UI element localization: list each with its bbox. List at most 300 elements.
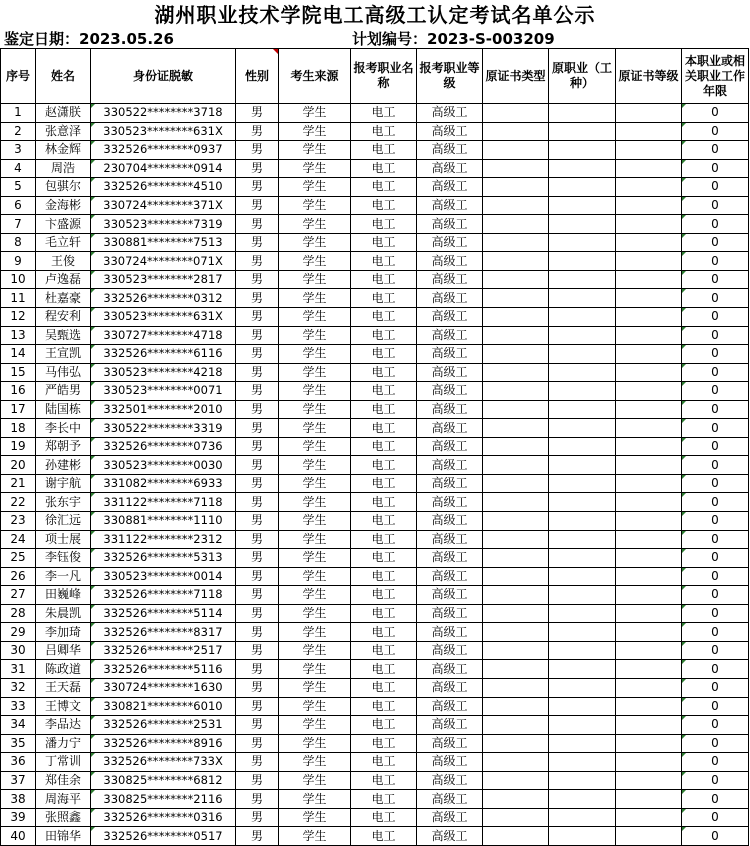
cell-id[interactable]: 332526********2531 <box>91 716 236 735</box>
cell-years[interactable]: 0 <box>682 252 749 271</box>
cell-orig-cert-level[interactable] <box>616 270 682 289</box>
cell-source[interactable]: 学生 <box>279 289 351 308</box>
cell-gender[interactable]: 男 <box>236 382 279 401</box>
cell-seq[interactable]: 18 <box>1 419 36 438</box>
cell-name[interactable]: 张意泽 <box>36 122 91 141</box>
cell-source[interactable]: 学生 <box>279 474 351 493</box>
cell-orig-cert-type[interactable] <box>483 382 549 401</box>
cell-orig-cert-level[interactable] <box>616 382 682 401</box>
cell-source[interactable]: 学生 <box>279 512 351 531</box>
cell-years[interactable]: 0 <box>682 270 749 289</box>
cell-seq[interactable]: 8 <box>1 233 36 252</box>
cell-orig-cert-type[interactable] <box>483 808 549 827</box>
cell-name[interactable]: 李加琦 <box>36 623 91 642</box>
cell-orig-cert-level[interactable] <box>616 512 682 531</box>
cell-job-name[interactable]: 电工 <box>351 697 417 716</box>
cell-orig-cert-type[interactable] <box>483 641 549 660</box>
cell-years[interactable]: 0 <box>682 474 749 493</box>
cell-gender[interactable]: 男 <box>236 215 279 234</box>
cell-id[interactable]: 330523********631X <box>91 308 236 327</box>
cell-job-level[interactable]: 高级工 <box>417 623 483 642</box>
cell-seq[interactable]: 40 <box>1 827 36 846</box>
cell-seq[interactable]: 15 <box>1 363 36 382</box>
cell-years[interactable]: 0 <box>682 122 749 141</box>
cell-orig-cert-level[interactable] <box>616 808 682 827</box>
cell-seq[interactable]: 34 <box>1 716 36 735</box>
cell-source[interactable]: 学生 <box>279 437 351 456</box>
cell-orig-cert-type[interactable] <box>483 512 549 531</box>
cell-years[interactable]: 0 <box>682 808 749 827</box>
cell-seq[interactable]: 32 <box>1 678 36 697</box>
cell-id[interactable]: 332526********7118 <box>91 586 236 605</box>
cell-orig-cert-type[interactable] <box>483 549 549 568</box>
cell-job-level[interactable]: 高级工 <box>417 345 483 364</box>
cell-years[interactable]: 0 <box>682 196 749 215</box>
header-orig-cert-type[interactable]: 原证书类型 <box>483 49 549 104</box>
cell-orig-cert-level[interactable] <box>616 345 682 364</box>
cell-orig-cert-level[interactable] <box>616 400 682 419</box>
cell-name[interactable]: 林金辉 <box>36 141 91 160</box>
cell-gender[interactable]: 男 <box>236 623 279 642</box>
cell-job-level[interactable]: 高级工 <box>417 530 483 549</box>
cell-name[interactable]: 严皓男 <box>36 382 91 401</box>
cell-orig-cert-type[interactable] <box>483 697 549 716</box>
cell-orig-cert-type[interactable] <box>483 623 549 642</box>
cell-orig-cert-level[interactable] <box>616 196 682 215</box>
cell-id[interactable]: 330523********0071 <box>91 382 236 401</box>
cell-job-name[interactable]: 电工 <box>351 493 417 512</box>
cell-name[interactable]: 周浩 <box>36 159 91 178</box>
cell-seq[interactable]: 13 <box>1 326 36 345</box>
cell-job-level[interactable]: 高级工 <box>417 604 483 623</box>
cell-job-name[interactable]: 电工 <box>351 753 417 772</box>
cell-seq[interactable]: 12 <box>1 308 36 327</box>
cell-years[interactable]: 0 <box>682 141 749 160</box>
cell-years[interactable]: 0 <box>682 308 749 327</box>
cell-id[interactable]: 330727********4718 <box>91 326 236 345</box>
cell-job-level[interactable]: 高级工 <box>417 567 483 586</box>
cell-orig-cert-level[interactable] <box>616 697 682 716</box>
cell-job-level[interactable]: 高级工 <box>417 382 483 401</box>
cell-source[interactable]: 学生 <box>279 252 351 271</box>
cell-seq[interactable]: 20 <box>1 456 36 475</box>
cell-orig-job[interactable] <box>549 734 616 753</box>
cell-job-level[interactable]: 高级工 <box>417 270 483 289</box>
cell-id[interactable]: 330522********3319 <box>91 419 236 438</box>
cell-job-name[interactable]: 电工 <box>351 400 417 419</box>
cell-source[interactable]: 学生 <box>279 697 351 716</box>
cell-seq[interactable]: 16 <box>1 382 36 401</box>
cell-job-level[interactable]: 高级工 <box>417 716 483 735</box>
cell-orig-cert-type[interactable] <box>483 753 549 772</box>
cell-gender[interactable]: 男 <box>236 289 279 308</box>
cell-source[interactable]: 学生 <box>279 456 351 475</box>
cell-id[interactable]: 230704********0914 <box>91 159 236 178</box>
cell-source[interactable]: 学生 <box>279 808 351 827</box>
cell-seq[interactable]: 23 <box>1 512 36 531</box>
cell-job-level[interactable]: 高级工 <box>417 734 483 753</box>
cell-name[interactable]: 孙建彬 <box>36 456 91 475</box>
cell-orig-cert-level[interactable] <box>616 753 682 772</box>
cell-name[interactable]: 卞盛源 <box>36 215 91 234</box>
cell-years[interactable]: 0 <box>682 289 749 308</box>
cell-orig-cert-type[interactable] <box>483 734 549 753</box>
cell-job-name[interactable]: 电工 <box>351 641 417 660</box>
cell-years[interactable]: 0 <box>682 716 749 735</box>
cell-id[interactable]: 330522********3718 <box>91 104 236 123</box>
cell-years[interactable]: 0 <box>682 215 749 234</box>
cell-seq[interactable]: 1 <box>1 104 36 123</box>
cell-orig-cert-level[interactable] <box>616 790 682 809</box>
cell-gender[interactable]: 男 <box>236 697 279 716</box>
cell-seq[interactable]: 22 <box>1 493 36 512</box>
cell-seq[interactable]: 21 <box>1 474 36 493</box>
cell-source[interactable]: 学生 <box>279 753 351 772</box>
cell-orig-cert-level[interactable] <box>616 215 682 234</box>
cell-source[interactable]: 学生 <box>279 493 351 512</box>
cell-orig-cert-type[interactable] <box>483 141 549 160</box>
cell-job-level[interactable]: 高级工 <box>417 790 483 809</box>
cell-name[interactable]: 田锦华 <box>36 827 91 846</box>
cell-orig-job[interactable] <box>549 771 616 790</box>
cell-job-name[interactable]: 电工 <box>351 233 417 252</box>
cell-seq[interactable]: 11 <box>1 289 36 308</box>
cell-job-name[interactable]: 电工 <box>351 678 417 697</box>
cell-years[interactable]: 0 <box>682 419 749 438</box>
cell-gender[interactable]: 男 <box>236 233 279 252</box>
cell-source[interactable]: 学生 <box>279 104 351 123</box>
cell-gender[interactable]: 男 <box>236 456 279 475</box>
cell-seq[interactable]: 36 <box>1 753 36 772</box>
cell-orig-cert-type[interactable] <box>483 678 549 697</box>
cell-id[interactable]: 330523********2817 <box>91 270 236 289</box>
cell-name[interactable]: 金海彬 <box>36 196 91 215</box>
cell-job-level[interactable]: 高级工 <box>417 215 483 234</box>
cell-source[interactable]: 学生 <box>279 623 351 642</box>
cell-years[interactable]: 0 <box>682 363 749 382</box>
cell-orig-cert-level[interactable] <box>616 419 682 438</box>
cell-orig-cert-level[interactable] <box>616 456 682 475</box>
cell-job-level[interactable]: 高级工 <box>417 549 483 568</box>
cell-years[interactable]: 0 <box>682 678 749 697</box>
cell-job-level[interactable]: 高级工 <box>417 641 483 660</box>
cell-seq[interactable]: 2 <box>1 122 36 141</box>
cell-orig-job[interactable] <box>549 660 616 679</box>
cell-orig-job[interactable] <box>549 530 616 549</box>
cell-gender[interactable]: 男 <box>236 474 279 493</box>
cell-seq[interactable]: 9 <box>1 252 36 271</box>
cell-orig-job[interactable] <box>549 104 616 123</box>
cell-gender[interactable]: 男 <box>236 159 279 178</box>
cell-gender[interactable]: 男 <box>236 196 279 215</box>
cell-orig-job[interactable] <box>549 196 616 215</box>
cell-id[interactable]: 330523********631X <box>91 122 236 141</box>
cell-job-name[interactable]: 电工 <box>351 178 417 197</box>
cell-gender[interactable]: 男 <box>236 790 279 809</box>
cell-job-level[interactable]: 高级工 <box>417 252 483 271</box>
cell-orig-cert-level[interactable] <box>616 586 682 605</box>
cell-job-name[interactable]: 电工 <box>351 549 417 568</box>
cell-seq[interactable]: 31 <box>1 660 36 679</box>
cell-name[interactable]: 程安利 <box>36 308 91 327</box>
cell-source[interactable]: 学生 <box>279 159 351 178</box>
cell-seq[interactable]: 27 <box>1 586 36 605</box>
cell-id[interactable]: 332526********733X <box>91 753 236 772</box>
cell-job-name[interactable]: 电工 <box>351 530 417 549</box>
cell-source[interactable]: 学生 <box>279 827 351 846</box>
cell-orig-cert-type[interactable] <box>483 289 549 308</box>
cell-id[interactable]: 331122********2312 <box>91 530 236 549</box>
cell-orig-cert-type[interactable] <box>483 567 549 586</box>
cell-orig-cert-type[interactable] <box>483 771 549 790</box>
cell-source[interactable]: 学生 <box>279 141 351 160</box>
cell-seq[interactable]: 3 <box>1 141 36 160</box>
cell-orig-cert-level[interactable] <box>616 493 682 512</box>
cell-seq[interactable]: 29 <box>1 623 36 642</box>
cell-source[interactable]: 学生 <box>279 678 351 697</box>
cell-orig-job[interactable] <box>549 437 616 456</box>
cell-job-name[interactable]: 电工 <box>351 122 417 141</box>
cell-source[interactable]: 学生 <box>279 122 351 141</box>
cell-orig-cert-level[interactable] <box>616 604 682 623</box>
cell-name[interactable]: 卢逸磊 <box>36 270 91 289</box>
cell-gender[interactable]: 男 <box>236 734 279 753</box>
cell-id[interactable]: 332526********2517 <box>91 641 236 660</box>
cell-orig-job[interactable] <box>549 382 616 401</box>
cell-orig-job[interactable] <box>549 270 616 289</box>
cell-name[interactable]: 李一凡 <box>36 567 91 586</box>
cell-years[interactable]: 0 <box>682 382 749 401</box>
cell-id[interactable]: 332526********0316 <box>91 808 236 827</box>
cell-orig-cert-type[interactable] <box>483 196 549 215</box>
cell-job-name[interactable]: 电工 <box>351 623 417 642</box>
cell-job-level[interactable]: 高级工 <box>417 586 483 605</box>
cell-seq[interactable]: 7 <box>1 215 36 234</box>
cell-source[interactable]: 学生 <box>279 382 351 401</box>
cell-job-name[interactable]: 电工 <box>351 308 417 327</box>
cell-orig-job[interactable] <box>549 623 616 642</box>
cell-orig-cert-level[interactable] <box>616 641 682 660</box>
cell-job-name[interactable]: 电工 <box>351 104 417 123</box>
cell-source[interactable]: 学生 <box>279 419 351 438</box>
cell-years[interactable]: 0 <box>682 530 749 549</box>
cell-gender[interactable]: 男 <box>236 512 279 531</box>
cell-gender[interactable]: 男 <box>236 753 279 772</box>
cell-orig-job[interactable] <box>549 345 616 364</box>
cell-job-level[interactable]: 高级工 <box>417 104 483 123</box>
cell-source[interactable]: 学生 <box>279 345 351 364</box>
cell-id[interactable]: 330825********6812 <box>91 771 236 790</box>
cell-orig-job[interactable] <box>549 122 616 141</box>
cell-orig-cert-type[interactable] <box>483 604 549 623</box>
cell-orig-cert-level[interactable] <box>616 104 682 123</box>
cell-orig-cert-type[interactable] <box>483 178 549 197</box>
cell-orig-job[interactable] <box>549 604 616 623</box>
cell-years[interactable]: 0 <box>682 660 749 679</box>
cell-name[interactable]: 郑佳余 <box>36 771 91 790</box>
cell-job-level[interactable]: 高级工 <box>417 308 483 327</box>
cell-name[interactable]: 李钰俊 <box>36 549 91 568</box>
cell-id[interactable]: 330825********2116 <box>91 790 236 809</box>
header-name[interactable]: 姓名 <box>36 49 91 104</box>
cell-job-name[interactable]: 电工 <box>351 419 417 438</box>
cell-gender[interactable]: 男 <box>236 141 279 160</box>
cell-name[interactable]: 郑朝予 <box>36 437 91 456</box>
cell-name[interactable]: 李长中 <box>36 419 91 438</box>
cell-name[interactable]: 谢宇航 <box>36 474 91 493</box>
cell-orig-cert-type[interactable] <box>483 419 549 438</box>
cell-orig-cert-level[interactable] <box>616 771 682 790</box>
cell-gender[interactable]: 男 <box>236 437 279 456</box>
cell-orig-cert-level[interactable] <box>616 734 682 753</box>
cell-orig-job[interactable] <box>549 474 616 493</box>
cell-source[interactable]: 学生 <box>279 178 351 197</box>
cell-source[interactable]: 学生 <box>279 270 351 289</box>
cell-years[interactable]: 0 <box>682 159 749 178</box>
cell-years[interactable]: 0 <box>682 456 749 475</box>
cell-id[interactable]: 332526********5114 <box>91 604 236 623</box>
cell-orig-cert-type[interactable] <box>483 159 549 178</box>
cell-name[interactable]: 王博文 <box>36 697 91 716</box>
cell-seq[interactable]: 19 <box>1 437 36 456</box>
cell-name[interactable]: 丁常训 <box>36 753 91 772</box>
cell-orig-job[interactable] <box>549 159 616 178</box>
cell-gender[interactable]: 男 <box>236 771 279 790</box>
cell-orig-cert-type[interactable] <box>483 716 549 735</box>
cell-job-level[interactable]: 高级工 <box>417 437 483 456</box>
cell-name[interactable]: 项士展 <box>36 530 91 549</box>
cell-job-level[interactable]: 高级工 <box>417 512 483 531</box>
cell-id[interactable]: 330724********1630 <box>91 678 236 697</box>
cell-id[interactable]: 332526********0517 <box>91 827 236 846</box>
cell-source[interactable]: 学生 <box>279 233 351 252</box>
cell-job-name[interactable]: 电工 <box>351 382 417 401</box>
cell-seq[interactable]: 37 <box>1 771 36 790</box>
cell-orig-cert-type[interactable] <box>483 400 549 419</box>
cell-name[interactable]: 张东宇 <box>36 493 91 512</box>
cell-job-name[interactable]: 电工 <box>351 567 417 586</box>
cell-orig-cert-level[interactable] <box>616 308 682 327</box>
cell-orig-job[interactable] <box>549 808 616 827</box>
cell-orig-job[interactable] <box>549 215 616 234</box>
cell-orig-job[interactable] <box>549 456 616 475</box>
cell-id[interactable]: 332526********0736 <box>91 437 236 456</box>
cell-orig-cert-type[interactable] <box>483 252 549 271</box>
cell-id[interactable]: 332526********8317 <box>91 623 236 642</box>
cell-seq[interactable]: 17 <box>1 400 36 419</box>
cell-orig-cert-level[interactable] <box>616 567 682 586</box>
cell-gender[interactable]: 男 <box>236 419 279 438</box>
cell-orig-cert-level[interactable] <box>616 623 682 642</box>
cell-source[interactable]: 学生 <box>279 734 351 753</box>
cell-id[interactable]: 331122********7118 <box>91 493 236 512</box>
cell-source[interactable]: 学生 <box>279 716 351 735</box>
cell-name[interactable]: 赵潇朕 <box>36 104 91 123</box>
cell-name[interactable]: 陈政道 <box>36 660 91 679</box>
cell-gender[interactable]: 男 <box>236 326 279 345</box>
cell-orig-job[interactable] <box>549 697 616 716</box>
header-source[interactable]: 考生来源 <box>279 49 351 104</box>
cell-orig-cert-level[interactable] <box>616 233 682 252</box>
cell-source[interactable]: 学生 <box>279 604 351 623</box>
cell-source[interactable]: 学生 <box>279 790 351 809</box>
cell-id[interactable]: 332526********5313 <box>91 549 236 568</box>
cell-name[interactable]: 吕卿华 <box>36 641 91 660</box>
cell-job-level[interactable]: 高级工 <box>417 753 483 772</box>
cell-source[interactable]: 学生 <box>279 771 351 790</box>
cell-seq[interactable]: 26 <box>1 567 36 586</box>
cell-source[interactable]: 学生 <box>279 530 351 549</box>
cell-orig-cert-type[interactable] <box>483 493 549 512</box>
cell-orig-cert-type[interactable] <box>483 308 549 327</box>
cell-name[interactable]: 毛立轩 <box>36 233 91 252</box>
cell-orig-job[interactable] <box>549 586 616 605</box>
cell-id[interactable]: 332526********0312 <box>91 289 236 308</box>
cell-orig-cert-type[interactable] <box>483 437 549 456</box>
cell-name[interactable]: 李品达 <box>36 716 91 735</box>
cell-orig-cert-type[interactable] <box>483 474 549 493</box>
cell-job-level[interactable]: 高级工 <box>417 827 483 846</box>
cell-name[interactable]: 陆国栋 <box>36 400 91 419</box>
cell-orig-cert-level[interactable] <box>616 363 682 382</box>
cell-gender[interactable]: 男 <box>236 345 279 364</box>
cell-orig-job[interactable] <box>549 512 616 531</box>
cell-orig-job[interactable] <box>549 308 616 327</box>
header-years[interactable]: 本职业或相关职业工作年限 <box>682 49 749 104</box>
cell-seq[interactable]: 30 <box>1 641 36 660</box>
cell-seq[interactable]: 33 <box>1 697 36 716</box>
header-orig-cert-level[interactable]: 原证书等级 <box>616 49 682 104</box>
cell-seq[interactable]: 6 <box>1 196 36 215</box>
cell-orig-job[interactable] <box>549 141 616 160</box>
cell-orig-cert-type[interactable] <box>483 215 549 234</box>
cell-job-name[interactable]: 电工 <box>351 660 417 679</box>
cell-job-level[interactable]: 高级工 <box>417 678 483 697</box>
cell-gender[interactable]: 男 <box>236 641 279 660</box>
cell-name[interactable]: 吴甄选 <box>36 326 91 345</box>
cell-id[interactable]: 332526********8916 <box>91 734 236 753</box>
cell-job-name[interactable]: 电工 <box>351 716 417 735</box>
cell-job-name[interactable]: 电工 <box>351 252 417 271</box>
cell-orig-cert-level[interactable] <box>616 549 682 568</box>
cell-id[interactable]: 330724********071X <box>91 252 236 271</box>
cell-name[interactable]: 包骐尔 <box>36 178 91 197</box>
cell-years[interactable]: 0 <box>682 549 749 568</box>
cell-years[interactable]: 0 <box>682 697 749 716</box>
cell-job-name[interactable]: 电工 <box>351 808 417 827</box>
cell-orig-job[interactable] <box>549 419 616 438</box>
cell-orig-cert-type[interactable] <box>483 122 549 141</box>
cell-id[interactable]: 330821********6010 <box>91 697 236 716</box>
cell-job-name[interactable]: 电工 <box>351 270 417 289</box>
header-gender[interactable]: 性别 <box>236 49 279 104</box>
header-seq[interactable]: 序号 <box>1 49 36 104</box>
cell-job-name[interactable]: 电工 <box>351 289 417 308</box>
cell-job-level[interactable]: 高级工 <box>417 400 483 419</box>
cell-id[interactable]: 330523********0014 <box>91 567 236 586</box>
cell-source[interactable]: 学生 <box>279 215 351 234</box>
cell-id[interactable]: 330523********7319 <box>91 215 236 234</box>
cell-source[interactable]: 学生 <box>279 660 351 679</box>
cell-orig-job[interactable] <box>549 827 616 846</box>
cell-years[interactable]: 0 <box>682 233 749 252</box>
header-orig-job[interactable]: 原职业（工种） <box>549 49 616 104</box>
cell-years[interactable]: 0 <box>682 567 749 586</box>
cell-job-level[interactable]: 高级工 <box>417 474 483 493</box>
cell-name[interactable]: 马伟弘 <box>36 363 91 382</box>
cell-job-name[interactable]: 电工 <box>351 437 417 456</box>
cell-id[interactable]: 330724********371X <box>91 196 236 215</box>
